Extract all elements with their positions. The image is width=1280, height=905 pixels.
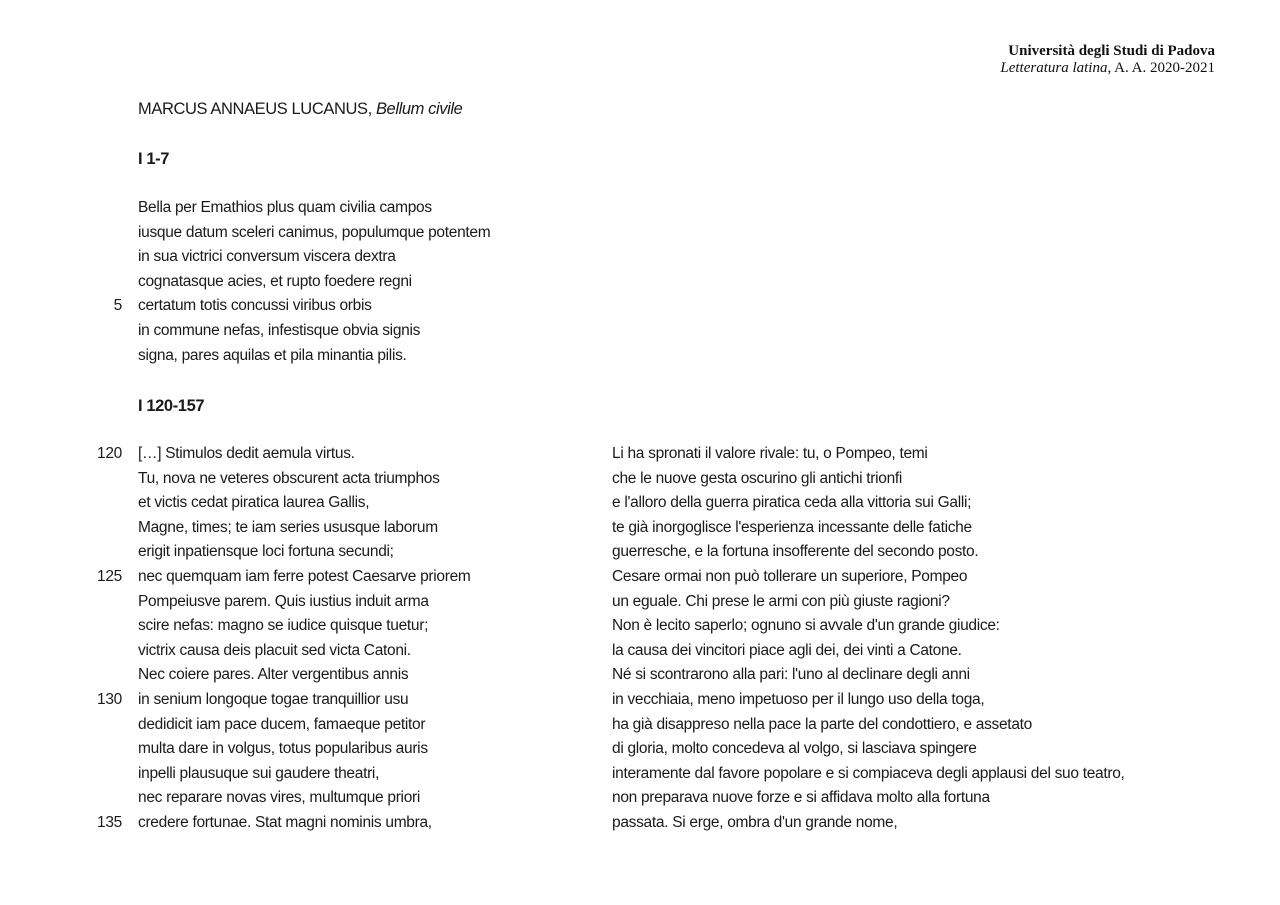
verse-line [0,245,1280,270]
author-name: MARCUS ANNAEUS LUCANUS, [138,100,372,118]
italian-translation: Non è lecito saperlo; ognuno si avvale d'un grande giudice: [612,617,1000,635]
verse-line [0,540,1280,565]
latin-text: victrix causa deis placuit sed victa Catoni. [138,641,411,659]
verse-line [0,737,1280,762]
italian-translation: Li ha spronati il valore rivale: tu, o Pompeo, temi [612,445,928,462]
latin-text: Tu, nova ne veteres obscurent acta triumphos [138,469,440,487]
latin-text: erigit inpatiensque loci fortuna secundi; [138,543,394,561]
verse-line [0,786,1280,811]
line-number: 120 [97,445,122,462]
verse-line [0,196,1280,221]
course-name: Letteratura latina [1000,60,1108,76]
verse-line [0,614,1280,639]
italian-translation: che le nuove gesta oscurino gli antichi trionfi [612,469,903,487]
latin-text: scire nefas: magno se iudice quisque tuetur; [138,617,429,635]
verse-block-1 [0,196,1280,368]
italian-translation: passata. Si erge, ombra d'un grande nome, [612,813,898,831]
latin-text: Magne, times; te iam series ususque laborum [138,518,438,536]
latin-text: in senium longoque togae tranquillior usu [138,690,409,708]
italian-translation: non preparava nuove forze e si affidava molto alla fortuna [612,789,990,807]
verse-line [0,319,1280,344]
italian-translation: interamente dal favore popolare e si compiaceva degli applausi del suo teatro, [612,764,1125,782]
line-number: 135 [97,813,122,831]
verse-line [0,713,1280,738]
verse-line [0,491,1280,516]
latin-text: certatum totis concussi viribus orbis [138,297,372,315]
verse-line [0,516,1280,541]
verse-line [0,467,1280,492]
academic-year: , A. A. 2020-2021 [1107,60,1215,76]
verse-line [0,221,1280,246]
section-heading-2: I 120-157 [138,397,205,415]
work-title: Bellum civile [375,100,463,118]
italian-translation: un eguale. Chi prese le armi con più giuste ragioni? [612,592,950,610]
latin-text: inpelli plausuque sui gaudere theatri, [138,764,380,782]
italian-translation: guerresche, e la fortuna insofferente del secondo posto. [612,543,979,561]
verse-line [0,565,1280,590]
italian-translation: in vecchiaia, meno impetuoso per il lungo uso della toga, [612,690,985,708]
document-header [1000,43,1215,77]
verse-line [0,811,1280,836]
verse-line [0,270,1280,295]
latin-text: dedidicit iam pace ducem, famaeque petitor [138,715,426,733]
italian-translation: Né si scontrarono alla pari: l'uno al declinare degli anni [612,666,970,684]
university-name: Università degli Studi di Padova [1008,43,1215,59]
italian-translation: Cesare ormai non può tollerare un superiore, Pompeo [612,567,968,585]
verse-block-2 [0,442,1280,836]
latin-text: et victis cedat piratica laurea Gallis, [138,494,370,512]
italian-translation: te già inorgoglisce l'esperienza incessante delle fatiche [612,518,972,536]
verse-line [0,442,1280,467]
latin-text: Bella per Emathios plus quam civilia campos [138,199,432,216]
verse-line [0,762,1280,787]
document-title [138,99,462,119]
latin-text: multa dare in volgus, totus popularibus auris [138,740,428,758]
latin-text: Nec coiere pares. Alter vergentibus annis [138,666,409,684]
verse-line [0,688,1280,713]
latin-text: cognatasque acies, et rupto foedere regni [138,272,412,290]
latin-text: […] Stimulos dedit aemula virtus. [138,445,355,462]
italian-translation: ha già disappreso nella pace la parte del condottiero, e assetato [612,715,1032,733]
section-heading-1: I 1-7 [138,150,170,168]
line-number: 130 [97,690,122,708]
latin-text: iusque datum sceleri canimus, populumque potentem [138,223,491,241]
verse-line [0,344,1280,369]
verse-line [0,294,1280,319]
italian-translation: la causa dei vincitori piace agli dei, dei vinti a Catone. [612,641,962,659]
line-number: 5 [113,297,122,315]
verse-line [0,663,1280,688]
latin-text: Pompeiusve parem. Quis iustius induit arma [138,592,429,610]
italian-translation: di gloria, molto concedeva al volgo, si lasciava spingere [612,740,977,758]
latin-text: nec reparare novas vires, multumque priori [138,789,421,807]
latin-text: nec quemquam iam ferre potest Caesarve priorem [138,567,471,585]
latin-text: signa, pares aquilas et pila minantia pilis. [138,346,407,364]
latin-text: in commune nefas, infestisque obvia signis [138,321,421,339]
verse-line [0,639,1280,664]
latin-text: in sua victrici conversum viscera dextra [138,248,396,266]
latin-text: credere fortunae. Stat magni nominis umbra, [138,813,432,831]
line-number: 125 [97,567,122,585]
italian-translation: e l'alloro della guerra piratica ceda alla vittoria sui Galli; [612,494,972,512]
verse-line [0,590,1280,615]
course-info [1000,60,1215,77]
